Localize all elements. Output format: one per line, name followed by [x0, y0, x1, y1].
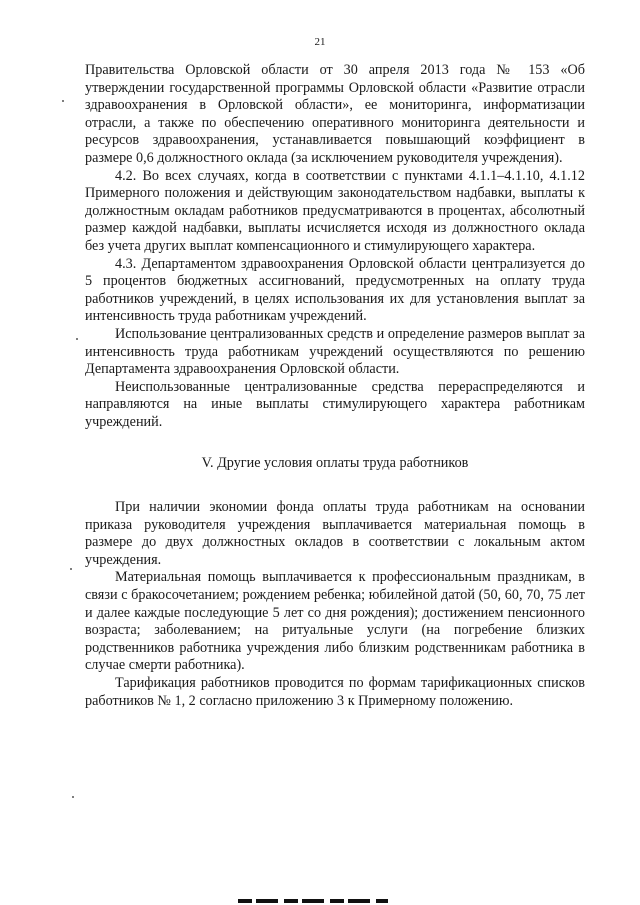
- paragraph-material-aid-occasions: Материальная помощь выплачивается к профессиональным праздникам, в связи с бракосочетанием; рождением ребенка; юбилейной датой (50, 60, 70, 75 лет и далее каждые последующие 5 лет со дня рождения); достижением пенсионного возраста; заболеванием; на ритуальные услуги (на погребение близких родственников работника учреждения либо близким родственникам работника в случае смерти работника).: [85, 569, 585, 674]
- section-heading: V. Другие условия оплаты труда работников: [201, 455, 469, 472]
- scan-speck: [76, 338, 78, 340]
- paragraph-unused-funds: Неиспользованные централизованные средства перераспределяются и направляются на иные выплаты стимулирующего характера работникам учреждений.: [85, 378, 585, 430]
- scan-speck: [72, 796, 74, 798]
- page-number: 21: [314, 36, 326, 48]
- paragraph-tariffication: Тарификация работников проводится по формам тарификационных списков работников № 1, 2 согласно приложению 3 к Примерному положению.: [85, 675, 585, 709]
- scan-edge-mark: [238, 899, 388, 903]
- scan-speck: [62, 100, 64, 102]
- paragraph-4-3: 4.3. Департаментом здравоохранения Орловской области централизуется до 5 процентов бюджетных ассигнований, предусмотренных на оплату труда работников учреждений, в целях использования их для установления выплат за интенсивность труда работникам учреждений.: [85, 255, 585, 325]
- paragraph-centralized-funds-use: Использование централизованных средств и определение размеров выплат за интенсивность труда работникам учреждений осуществляются по решению Департамента здравоохранения Орловской области.: [85, 325, 585, 378]
- document-body: [85, 62, 585, 710]
- scan-speck: [70, 568, 72, 570]
- paragraph-material-aid: При наличии экономии фонда оплаты труда работникам на основании приказа руководителя учреждения выплачивается материальная помощь в размере до двух должностных окладов в соответствии с локальным актом учреждения.: [85, 499, 585, 568]
- paragraph-4-2: 4.2. Во всех случаях, когда в соответствии с пунктами 4.1.1–4.1.10, 4.1.12 Примерного положения и действующим законодательством надбавки, выплаты к должностным окладам работников предусматриваются в процентах, абсолютный размер каждой надбавки, выплаты исчисляется исходя из должностного оклада без учета других выплат компенсационного и стимулирующего характера.: [85, 167, 585, 254]
- paragraph-continuation: Правительства Орловской области от 30 апреля 2013 года № 153 «Об утверждении государственной программы Орловской области «Развитие отрасли здравоохранения в Орловской области», ее мониторинга, информатизации отрасли, а также по обеспечению оперативного мониторинга деятельности и ресурсов здравоохранения, устанавливается повышающий коэффициент в размере 0,6 должностного оклада (за исключением руководителя учреждения).: [85, 62, 585, 166]
